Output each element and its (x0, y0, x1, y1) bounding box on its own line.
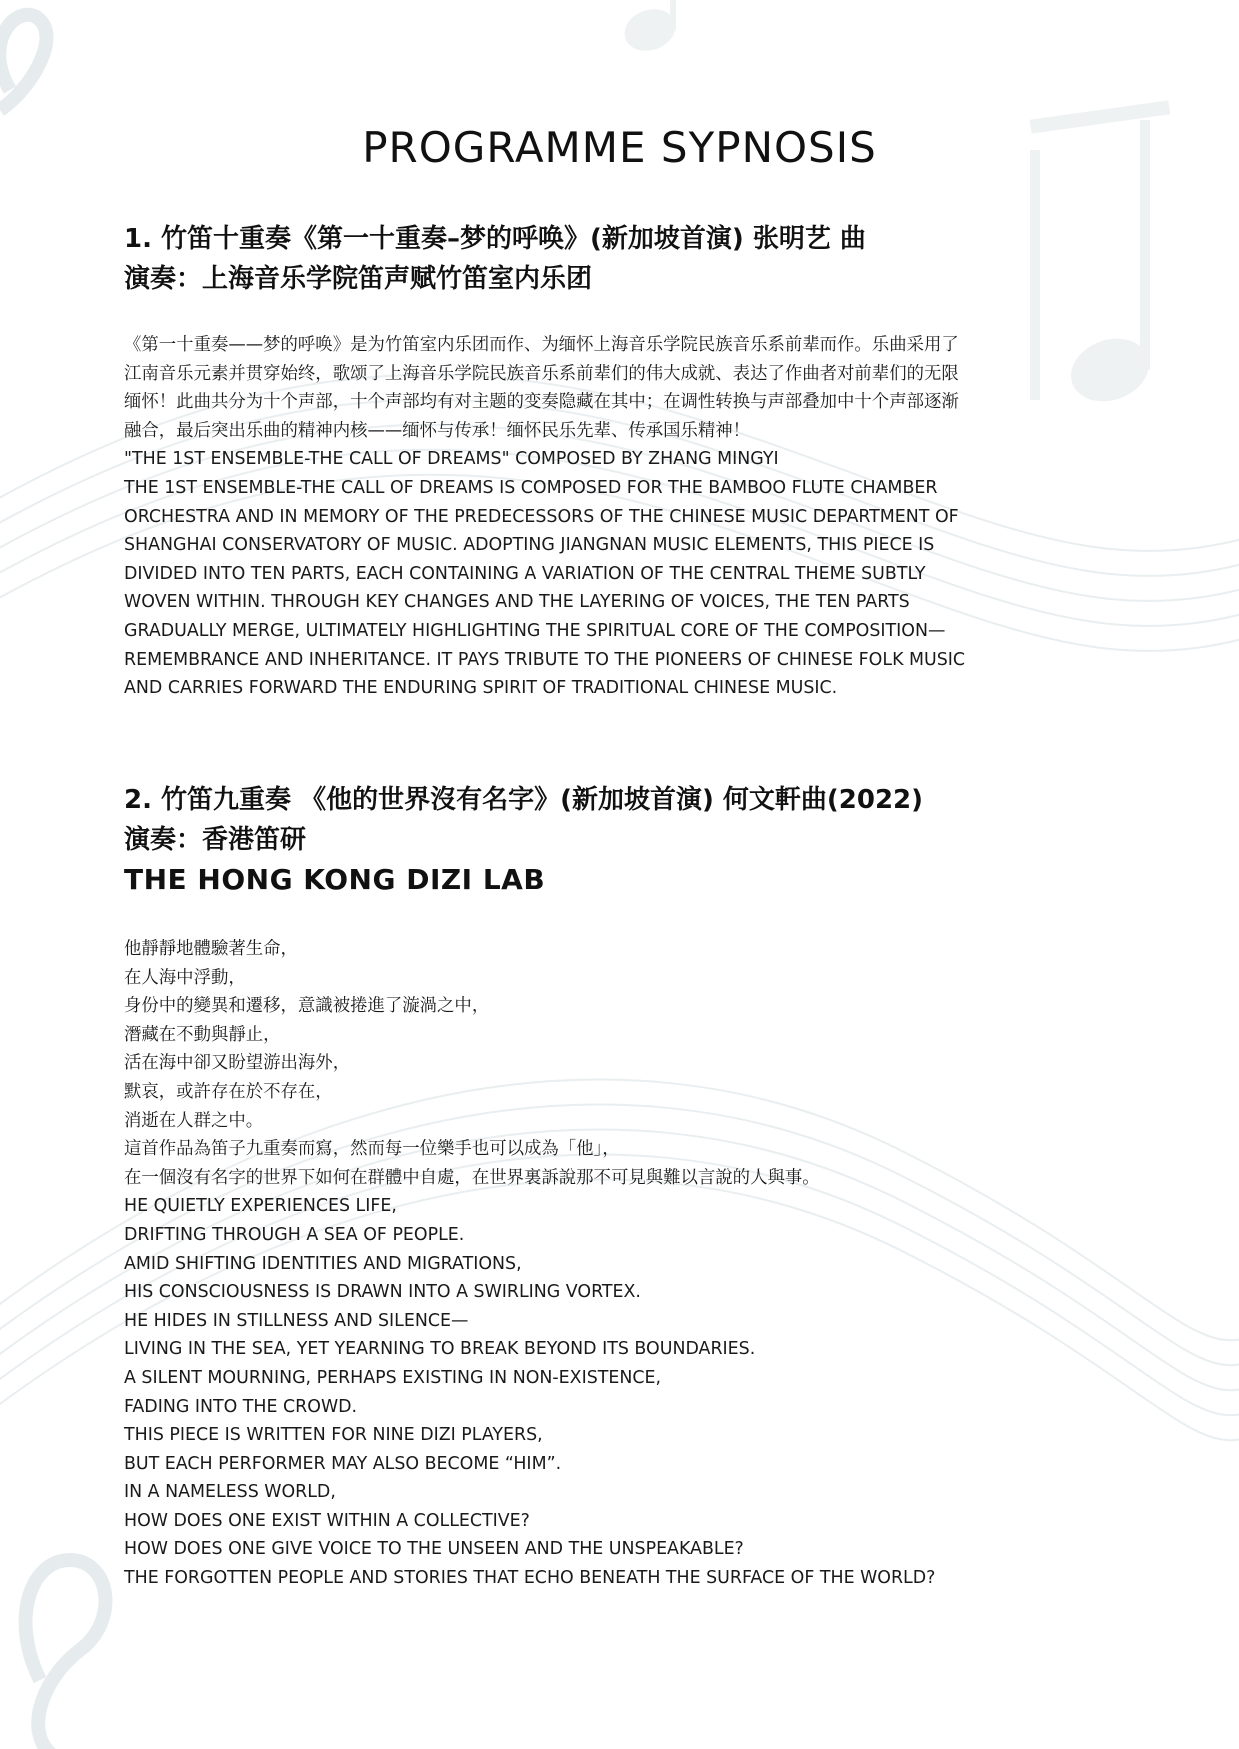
piece-1-heading (124, 219, 1124, 299)
description-line: 默哀，或許存在於不存在， (124, 1081, 333, 1102)
piece-2-description (124, 935, 1124, 1593)
description-line: 這首作品為笛子九重奏而寫，然而每一位樂手也可以成為「他」， (124, 1139, 620, 1160)
piece-2-title: 2. 竹笛九重奏 《他的世界沒有名字》(新加坡首演) 何文軒曲(2022) (124, 785, 924, 815)
description-line: HE QUIETLY EXPERIENCES LIFE, (124, 1196, 397, 1217)
description-line: 身份中的變異和遷移，意識被捲進了漩渦之中， (124, 996, 490, 1017)
description-line: HOW DOES ONE EXIST WITHIN A COLLECTIVE? (124, 1510, 530, 1531)
description-line: DIVIDED INTO TEN PARTS, EACH CONTAINING A VARIATION OF THE CENTRAL THEME SUBTLY (124, 563, 926, 584)
description-line: THE FORGOTTEN PEOPLE AND STORIES THAT ECHO BENEATH THE SURFACE OF THE WORLD? (124, 1568, 936, 1589)
description-line: 在人海中浮動， (124, 967, 246, 988)
piece-1-performer: 演奏：上海音乐学院笛声赋竹笛室内乐团 (124, 264, 593, 294)
description-line: DRIFTING THROUGH A SEA OF PEOPLE. (124, 1224, 465, 1245)
piece-2-performer-en: THE HONG KONG DIZI LAB (124, 863, 546, 896)
description-line: 他靜靜地體驗著生命， (124, 939, 298, 959)
description-line: AMID SHIFTING IDENTITIES AND MIGRATIONS, (124, 1253, 522, 1274)
description-line: 潛藏在不動與靜止， (124, 1024, 281, 1045)
description-line: 消逝在人群之中。 (124, 1110, 264, 1131)
description-line: 《第一十重奏——梦的呼唤》是为竹笛室内乐团而作、为缅怀上海音乐学院民族音乐系前辈而作。乐曲采用了 (124, 335, 959, 355)
description-line: THE 1ST ENSEMBLE-THE CALL OF DREAMS IS COMPOSED FOR THE BAMBOO FLUTE CHAMBER (124, 477, 938, 498)
description-line: FADING INTO THE CROWD. (124, 1396, 358, 1417)
description-line: HIS CONSCIOUSNESS IS DRAWN INTO A SWIRLING VORTEX. (124, 1282, 641, 1303)
page-title: PROGRAMME SYPNOSIS (362, 123, 877, 172)
description-line: WOVEN WITHIN. THROUGH KEY CHANGES AND THE LAYERING OF VOICES, THE TEN PARTS (124, 592, 910, 613)
description-line: REMEMBRANCE AND INHERITANCE. IT PAYS TRIBUTE TO THE PIONEERS OF CHINESE FOLK MUSIC (124, 649, 966, 670)
piece-2-heading (124, 780, 1124, 900)
description-line: HOW DOES ONE GIVE VOICE TO THE UNSEEN AND THE UNSPEAKABLE? (124, 1539, 744, 1560)
description-line: THIS PIECE IS WRITTEN FOR NINE DIZI PLAYERS, (124, 1425, 543, 1446)
description-line: A SILENT MOURNING, PERHAPS EXISTING IN NON-EXISTENCE, (124, 1367, 662, 1388)
piece-1-title: 1. 竹笛十重奏《第一十重奏–梦的呼唤》(新加坡首演) 张明艺 曲 (124, 224, 866, 254)
description-line: 融合，最后突出乐曲的精神内核——缅怀与传承！缅怀民乐先辈、传承国乐精神！ (124, 420, 751, 441)
description-line: ORCHESTRA AND IN MEMORY OF THE PREDECESSORS OF THE CHINESE MUSIC DEPARTMENT OF (124, 506, 959, 527)
description-line: 在一個沒有名字的世界下如何在群體中自處，在世界裏訴說那不可見與難以言說的人與事。 (124, 1167, 820, 1188)
description-line: AND CARRIES FORWARD THE ENDURING SPIRIT OF TRADITIONAL CHINESE MUSIC. (124, 678, 838, 699)
description-line: GRADUALLY MERGE, ULTIMATELY HIGHLIGHTING THE SPIRITUAL CORE OF THE COMPOSITION— (124, 620, 946, 641)
description-line: LIVING IN THE SEA, YET YEARNING TO BREAK BEYOND ITS BOUNDARIES. (124, 1339, 756, 1360)
description-line: "THE 1ST ENSEMBLE-THE CALL OF DREAMS" COMPOSED BY ZHANG MINGYI (124, 449, 779, 470)
description-line: BUT EACH PERFORMER MAY ALSO BECOME “HIM”. (124, 1453, 562, 1474)
piece-2-performer: 演奏：香港笛研 (124, 825, 307, 855)
description-line: 活在海中卻又盼望游出海外， (124, 1053, 351, 1074)
description-line: SHANGHAI CONSERVATORY OF MUSIC. ADOPTING JIANGNAN MUSIC ELEMENTS, THIS PIECE IS (124, 535, 935, 556)
piece-1-description (124, 331, 1124, 703)
description-line: 江南音乐元素并贯穿始终，歌颂了上海音乐学院民族音乐系前辈们的伟大成就、表达了作曲者对前辈们的无限 (124, 363, 959, 384)
description-line: 缅怀！此曲共分为十个声部，十个声部均有对主题的变奏隐藏在其中；在调性转换与声部叠加中十个声部逐渐 (124, 392, 959, 413)
description-line: HE HIDES IN STILLNESS AND SILENCE— (124, 1310, 469, 1331)
description-line: IN A NAMELESS WORLD, (124, 1482, 336, 1503)
